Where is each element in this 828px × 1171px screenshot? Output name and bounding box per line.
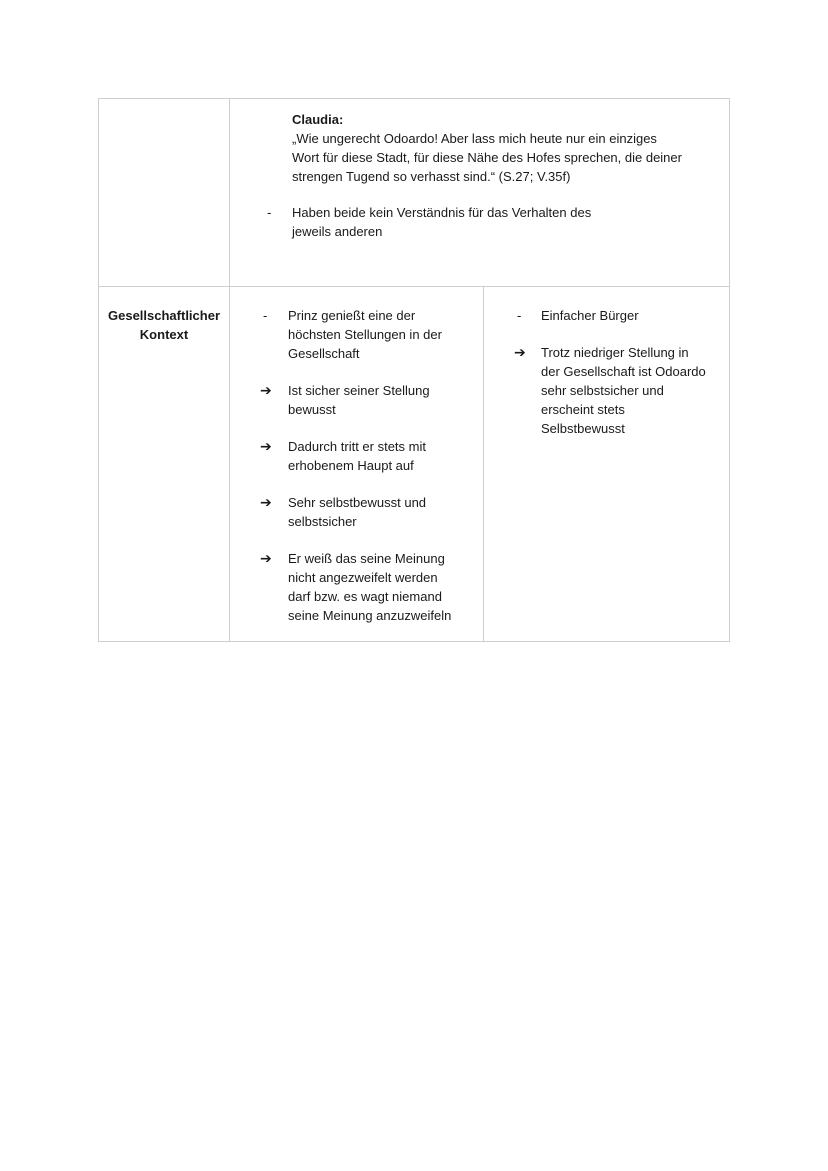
item-line: Gesellschaft (288, 346, 360, 361)
item-line: Ist sicher seiner Stellung (288, 383, 430, 398)
item-line: erhobenem Haupt auf (288, 458, 414, 473)
item-line: Trotz niedriger Stellung in (541, 345, 689, 360)
row1-bullet (267, 203, 722, 241)
item-line: Einfacher Bürger (541, 308, 639, 323)
quote-line: Wort für diese Stadt, für diese Nähe des Hofes sprechen, die deiner (292, 150, 682, 165)
arrow-right-icon: ➔ (260, 494, 272, 510)
arrow-right-icon: ➔ (260, 382, 272, 398)
col-a-item (260, 549, 478, 625)
row-divider (99, 286, 729, 287)
column-divider-2 (483, 286, 484, 641)
speaker-label: Claudia: (292, 112, 344, 127)
col-a-item (260, 493, 478, 531)
col-b-item (517, 306, 726, 325)
item-line: höchsten Stellungen in der (288, 327, 442, 342)
item-line: Dadurch tritt er stets mit (288, 439, 426, 454)
col-b-item (514, 343, 726, 438)
item-line: erscheint stets (541, 402, 625, 417)
arrow-right-icon: ➔ (260, 438, 272, 454)
dash-marker: - (263, 308, 268, 323)
col-a-item (260, 381, 478, 419)
arrow-right-icon: ➔ (514, 344, 526, 360)
item-line: bewusst (288, 402, 336, 417)
item-line: Prinz genießt eine der (288, 308, 416, 323)
col-a-item (260, 437, 478, 475)
bullet-line: jeweils anderen (292, 224, 383, 239)
column-divider-1 (229, 99, 230, 641)
item-line: sehr selbstsicher und (541, 383, 664, 398)
col-a-item (263, 306, 478, 363)
bullet-line: Haben beide kein Verständnis für das Verhalten des (292, 205, 592, 220)
arrow-right-icon: ➔ (260, 550, 272, 566)
item-line: Selbstbewusst (541, 421, 625, 436)
item-line: darf bzw. es wagt niemand (288, 589, 442, 604)
row-label-line: Gesellschaftlicher (108, 308, 220, 323)
dash-marker: - (267, 205, 272, 220)
item-line: selbstsicher (288, 514, 357, 529)
comparison-table (98, 98, 730, 642)
item-line: der Gesellschaft ist Odoardo (541, 364, 706, 379)
row-label-line: Kontext (139, 327, 189, 342)
dash-marker: - (517, 308, 522, 323)
row1-content-cell (292, 110, 722, 186)
row-label-cell (99, 306, 229, 344)
item-line: seine Meinung anzuzweifeln (288, 608, 452, 623)
quote-line: „Wie ungerecht Odoardo! Aber lass mich heute nur ein einziges (292, 131, 657, 146)
item-line: nicht angezweifelt werden (288, 570, 438, 585)
item-line: Er weiß das seine Meinung (288, 551, 445, 566)
item-line: Sehr selbstbewusst und (288, 495, 427, 510)
quote-line: strengen Tugend so verhasst sind.“ (S.27; V.35f) (292, 169, 571, 184)
